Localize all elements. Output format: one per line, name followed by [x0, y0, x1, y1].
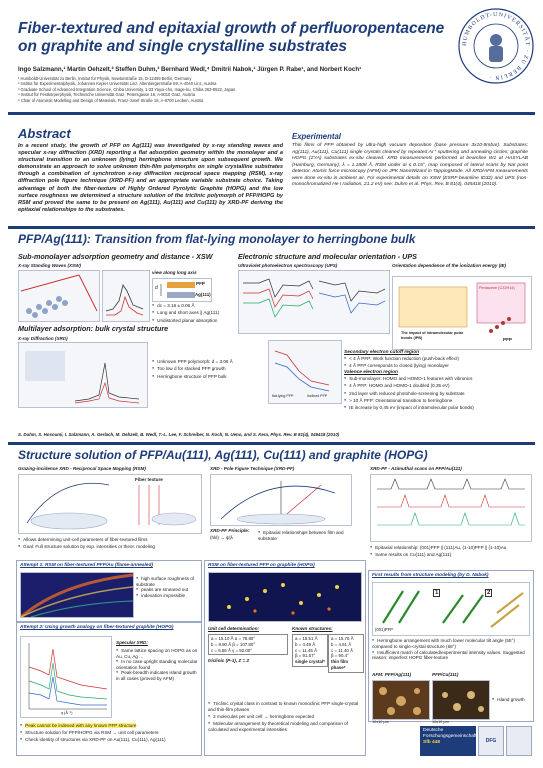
bullet-item: ● Unknown PFP polymorph: d = 3.06 Å: [152, 358, 262, 365]
rsm-hopg-heading: RSM on fiber-textured PFP on graphite (HOPG): [208, 563, 315, 568]
modeling-heading: First results from structure modeling (by D. Nabok): [372, 573, 489, 578]
afm-cu-label: PFP/Cu(111): [432, 672, 459, 677]
bullet-item: ● 4 Å PFP corresponds to closed (lying) monolayer: [344, 362, 530, 369]
dfg-logo: [420, 726, 476, 756]
attempt1-rsm-map: [20, 572, 134, 618]
pole-figure-geometry: [211, 475, 351, 525]
abstract-text: In a recent study, the growth of PFP on Ag(111) was investigated by x-ray standing waves and specular x-ray diffraction (XRD) reporting a flat adsorption geometry within the monolayer and a structural transition to an unknown (lying) herringbone structure upon subsequent growth. We demonstrate an approach to solve unknown thin-film polymorphs on single crystalline substrates through a combination of synchrotron x-ray diffraction reciprocal space mapping (RSM), x-ray diffraction pole figure technique (XRD-PF) and an appropriate variable substrate choice. Taking advantage of both the fiber-texture of Highly Ordered Pyrolytic Graphite (HOPG) and the low surface roughness we determined a structure solution of the triclinic polymorph of PFP/HOPG by RSM and proved the same to be present on Ag(111), Au(111) and Cu(111) by XRD-PF deriving the epitaxial relationships to the substrates.: [18, 143, 283, 213]
afm-scale-cu: 10x10 µm: [432, 720, 449, 724]
unit-cell-row: a = 15.10 Å α = 78.80°: [211, 636, 256, 641]
experimental-heading: Experimental: [292, 132, 341, 141]
known-row: β = 91.57°: [295, 653, 316, 659]
section1-reference: S. Duhm, S. Hosoumi, I. Salzmann, A. Gerlach, M. Oehzelt, B. Wedl, T.-L. Lee, F. Schreiber, N. Koch, N. Ueno, and S. Kera, Phys. Rev. B 81(4), 045418 (2010): [18, 432, 340, 437]
specular-bullets: [116, 648, 198, 682]
section1-heading: PFP/Ag(111): Transition from flat-lying monolayer to herringbone bulk: [18, 232, 416, 246]
bullet-item: ● Epitaxial relationships between film and substrate: [258, 529, 348, 543]
herringbone-model: [373, 583, 529, 635]
affiliation-item: ¹ Humboldt-Universität zu Berlin, Institut für Physik, Newtonstraße 15, D-12489 Berlin, Germany: [18, 76, 192, 81]
affiliation-list: [18, 76, 448, 103]
specular-xrd-plot: [20, 636, 112, 718]
bullet-item: ● Herringbone structure of PFP bulk: [152, 373, 262, 380]
pf-bullets: [258, 529, 348, 543]
xsw-d-label: d: [155, 285, 158, 291]
bullet-item: ● high surface roughness of substrate: [136, 576, 198, 587]
xsw-figure: [18, 270, 100, 322]
known-row: a = 15.76 Å: [331, 636, 354, 641]
rsm-hopg-map: [208, 572, 362, 622]
known-structures-heading: Known structures:: [292, 626, 333, 631]
valence-heading: Valence electron region: [344, 369, 398, 375]
xsw-ag-label: Ag(111): [195, 292, 211, 297]
attempt2-bottom-bullets: [20, 722, 200, 743]
section2-heading: Structure solution of PFP/Au(111), Ag(111), Cu(111) and graphite (HOPG): [18, 448, 428, 462]
section-divider: [8, 442, 535, 445]
rsm-figure: [18, 474, 202, 534]
modeling-bullets: [372, 638, 530, 661]
afm-image-cu: [432, 680, 490, 720]
known-row: β = 90.4°: [331, 653, 349, 659]
specular-axis-label: q (Å⁻¹): [61, 711, 73, 715]
affiliation-item: ³ Graduate School of Advanced Integration Science, Chiba University, 1-33 Yayoi-cho, Inage-ku, Chiba 263-8522, Japan: [18, 86, 236, 92]
known-row: b = 4.49 Å: [295, 641, 316, 647]
xsw-lattice-illustration: [19, 271, 99, 321]
ie-figure: [392, 276, 532, 350]
structure-model-figure: [372, 582, 530, 636]
ie-label: Orientation dependence of the ionization energy (IE): [392, 263, 507, 268]
bullet-item: ● dc = 3.16 ± 0.06 Å: [152, 302, 222, 309]
attempt2-heading: Attempt 2: Using growth analogy on fiber-textured graphite (HOPG): [20, 625, 174, 630]
bullet-item: ● > 10 Å PFP: Orientational transition to herringbone: [344, 397, 530, 404]
xrd-figure: [18, 342, 148, 408]
ie-caption: The impact of intramolecular polar bonds (IPB): [401, 331, 464, 340]
bullet-item: ● Allows determining unit-cell parameters of fiber-textured films: [18, 536, 208, 543]
bullet-item: [20, 722, 200, 729]
xsw-subheading: Sub-monolayer adsorption geometry and distance - XSW: [18, 252, 213, 261]
unit-cell-row: b = 8.90 Å β = 107.80°: [211, 641, 256, 647]
rsm-label: Grazing-incidence XRD - Reciprocal Space Mapping (RSM): [18, 466, 146, 471]
bullet-item: ● Too low d for stacked PFP growth: [152, 365, 262, 372]
xrd-pattern-plot: [19, 343, 147, 407]
known-label: thin film phase*: [331, 659, 349, 670]
secondary-bullets: [344, 355, 530, 370]
unit-cell-values: [208, 634, 288, 655]
dfg-name: Deutsche Forschungsgemeinschaft: [423, 728, 477, 739]
svg-text:HUMBOLDT-UNIVERSITÄT · ZU BERL: HUMBOLDT-UNIVERSITÄT · ZU BERLIN ·: [461, 11, 531, 81]
azimuthal-scan-plot: [371, 475, 531, 541]
affiliation-item: ⁵ Chair of Atomistic Modelling and Design of Materials, Franz-Josef Straße 18, A-8700 Leoben, Austria: [18, 97, 204, 103]
bullet-item: ● Long and short axes ∥ Ag(111): [152, 309, 222, 316]
poster-title: Fiber-textured and epitaxial growth of perfluoropentacene on graphite and single crystalline substrates: [18, 20, 445, 55]
xsw-pfp-label: PFP: [196, 281, 205, 286]
unit-cell-heading: Unit cell determination:: [208, 626, 260, 631]
dfg-short: DFG: [485, 738, 497, 744]
ie-top-label: Pentacene (C22H14): [479, 286, 515, 290]
ups-subheading: Electronic structure and molecular orientation - UPS: [238, 252, 417, 261]
bullet-item: ● 2nd layer with reduced photohole-screening by substrate: [344, 390, 530, 397]
rsm-bullets: [18, 536, 208, 551]
specular-xrd-curves: [21, 637, 111, 717]
model-molecule-2: 2: [487, 590, 491, 596]
pf-figure: [210, 474, 352, 526]
experimental-text: Thin films of PFP obtained by ultra-high vacuum deposition (base pressure 3x10-9mbar). Substrates: Ag(111), Au(111), Cu(111) single crystals cleaned by repeated Ar⁺ sputtering and annealing circles; graphite HOPG (ZYA) substrates ex-situ cleaved. XRD measurements performed at beamline W1 at HASYLAB (Hamburg, Germany), λ = 1.1808 Å, RSM under αi ≤ 0.15°, map composed of lateral scans by NaI point detector. Atomic force microscopy (AFM) on JPK NanoWizard in TappingMode. All XRD/AFM measurements were done ex-situ in ambient air. For experimental details on XSW (ESRF-beamline ID32) and UPS (non-monochromatized He I radiation, 21.2 eV) see: Duhm et al. Phys. Rev. B 81(4), 045418 (2010).: [292, 143, 528, 187]
bullet-item: ● In no case upright standing molecular orientation found: [116, 659, 198, 670]
model-plane-label: (001)PFP: [375, 627, 393, 632]
bullet-item: ● Goal: Full structure solution by exp. intensities or theor. modeling: [18, 543, 208, 550]
triclinic-bullets: [208, 700, 362, 733]
bullet-item: ● Peak-breadth indicates island growth in all cases (proved by AFM): [116, 670, 198, 681]
ups-spectra-plot: [239, 271, 389, 333]
bullet-item: ● Triclinic crystal class in contrast to known monoclinic PFP single-crystal and thin-film phases: [208, 700, 362, 713]
xrd-bullets: [152, 358, 262, 380]
known-row: b = 4.51 Å: [331, 641, 352, 647]
ups-cutoff-figure: [268, 340, 342, 404]
section-divider: [8, 226, 535, 229]
ups-summary-box: [344, 350, 530, 411]
bullet-item: ● Undistorted planar absorption: [152, 317, 222, 324]
xsw-label: X-ray Standing Waves (XSW): [18, 263, 81, 268]
known-thin-film: [328, 634, 364, 673]
university-seal-logo: [456, 6, 536, 86]
bullet-item: ● peaks are smeared out: [136, 587, 198, 593]
bullet-item: ● Island growth: [492, 696, 532, 703]
ups-legend-inclined: inclined PFP: [307, 394, 328, 398]
institute-logo: [506, 726, 532, 756]
afm-islands-ag: [373, 681, 429, 719]
valence-bullets: [344, 375, 530, 412]
triclinic-label: triclinic (P-1), Z = 2: [208, 658, 249, 663]
afm-bullets: [492, 696, 532, 703]
secondary-heading: Secondary electron cutoff region: [344, 350, 420, 355]
unit-cell-row: c = 6.56 Å γ = 92.00°: [211, 647, 253, 653]
abstract-heading: Abstract: [18, 126, 71, 141]
bullet-item: ● indexation impossible: [136, 593, 198, 599]
known-row: a = 15.51 Å: [295, 636, 318, 641]
known-label: single crystal*: [295, 659, 325, 665]
header-divider: [8, 112, 535, 115]
ups-label: Ultraviolet photoelectron spectroscopy (UPS): [238, 263, 338, 268]
ups-spectra-figure: [238, 270, 390, 334]
azimuthal-label: XRD-PF - Azimuthal scans on PFP/Au(111): [370, 466, 462, 471]
bullet-item: ● Check identity of structures via XRD-PF on Au(111), Cu(111), Ag(111): [20, 736, 200, 743]
bullet-item: ● Same lattice spacing on HOPG as on Au, Cu, Ag ...: [116, 648, 198, 659]
affiliation-item: ⁴ Institut für Festkörperphysik, Technische Universität Graz, Petersgasse 16, A-8010 Graz, Austria: [18, 92, 196, 98]
ups-legend-flat: flat-lying PFP: [272, 394, 294, 398]
bullet-item: ● Structure solution for PFP/HOPG via RSM → unit cell parameters: [20, 729, 200, 736]
rsm-geometry-sketch: [19, 475, 201, 533]
bullet-item: ● < 4 Å PFP: Work function reduction (push-back effect): [344, 355, 530, 362]
specular-heading: Specular XRD:: [116, 640, 148, 645]
azimuthal-bullets: [370, 544, 532, 559]
author-list: Ingo Salzmann,¹ Martin Oehzelt,² Steffen Duhm,³ Bernhard Wedl,⁴ Dmitrii Nabok,¹ Jürgen P. Rabe¹, and Norbert Koch¹: [18, 66, 362, 73]
pf-formula: (hkl) → ψ|λ: [210, 535, 233, 540]
rsm-map-pfp-au: [21, 573, 133, 617]
pf-label: XRD - Pole Figure Technique (XRD-PF): [210, 466, 295, 471]
rsm-map-pfp-hopg: [209, 573, 361, 621]
bullet-item: ● Molecular arrangement by theoretical modeling and comparison of calculated and experimental intensities: [208, 720, 362, 733]
xsw-adsorption-sketch: [152, 278, 212, 302]
pf-principle: XRD-PF Principle:: [210, 528, 250, 533]
xsw-view-label: view along long axis: [152, 270, 197, 275]
rsm-fiber-label: Fiber texture: [135, 477, 163, 482]
azimuthal-figure: [370, 474, 532, 542]
bullet-item: ● Sub-monolayer: HOMO and HOMO-1 features with vibronics: [344, 375, 530, 382]
afm-scale-ag: 10x10 µm: [372, 720, 389, 724]
bullet-item: ● Herringbone arrangement with much lower molecular tilt angle (55°) compared to single-crystal structure (68°): [372, 638, 530, 650]
bullet-item: ● IE increase by 0.45 eV (impact of intramolecular polar bonds): [344, 404, 530, 411]
multilayer-subheading: Multilayer adsorption: bulk crystal structure: [18, 324, 169, 333]
sponsor-logo: [478, 726, 504, 756]
xrd-label: X-ray Diffraction (XRD): [18, 336, 68, 341]
xsw-yield-curve: [103, 271, 149, 321]
known-row: c = 11.45 Å: [295, 647, 318, 653]
model-molecule-1: 1: [435, 590, 439, 596]
xsw-plot: [102, 270, 150, 322]
affiliation-item: ² Institut für Experimentalphysik, Johannes Kepler Universität Linz, Altenbergerstraße 69, A-4040 Linz, Austria: [18, 81, 217, 87]
ie-pfp-label: PFP: [503, 337, 512, 342]
attempt1-bullets: [136, 576, 198, 598]
afm-ag-label: AFM: PFP/Ag(111): [372, 672, 412, 677]
attempt1-heading: Attempt 1: RSM on fiber-textured PFP/Au (flame-annealed): [20, 563, 153, 568]
known-single-crystal: [292, 634, 328, 667]
afm-image-ag: [372, 680, 430, 720]
known-row: c = 11.40 Å: [331, 647, 354, 653]
bullet-item: ● Same results on Cu(111) and Ag(111): [370, 551, 532, 558]
bullet-item: ● Insufficient match of calculated/experimental intensity values. Suggested reason: imperfect HOPG fiber-texture: [372, 650, 530, 662]
peak-highlight: Peak cannot be indexed with any known PFP structure: [25, 723, 137, 728]
afm-islands-cu: [433, 681, 489, 719]
bullet-item: ● Epitaxial relationship: (001)PFP ∥ (111)Au, (1-10)PFP ∥ (1-10)Au: [370, 544, 532, 551]
bullet-item: ● 2 molecules per unit cell → herringbone expected: [208, 713, 362, 720]
xsw-bullets: [152, 302, 222, 324]
bullet-item: ● 4 Å PFP: HOMO and HOMO-1 doubled (0.35 eV): [344, 382, 530, 389]
sfb-label: Sfb 448: [423, 740, 441, 745]
